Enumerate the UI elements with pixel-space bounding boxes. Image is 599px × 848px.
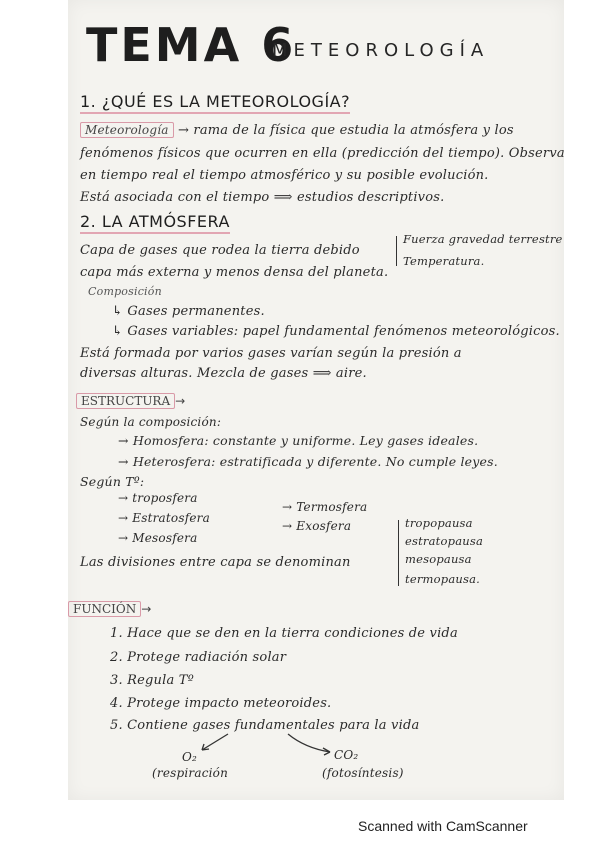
layer-estratosfera: → Estratosfera — [118, 511, 210, 525]
funcion-item-1: 1. Hace que se den en la tierra condiciones de vida — [110, 626, 458, 641]
o2-note: (respiración — [152, 766, 228, 780]
section-1-line-1 — [80, 122, 514, 138]
section-2-heading: 2. LA ATMÓSFERA — [80, 212, 230, 234]
funcion-item-2: 2. Protege radiación solar — [110, 650, 287, 665]
layer-termosfera: → Termosfera — [282, 500, 368, 514]
estructura-temperature: Según Tº: — [80, 474, 145, 489]
funcion-label-wrap: FUNCIÓN → — [68, 598, 151, 617]
composition-item-2: ↳ Gases variables: papel fundamental fenómenos meteorológicos. — [112, 324, 560, 339]
section-1-line-3: en tiempo real el tiempo atmosférico y su posible evolución. — [80, 168, 489, 183]
composition-label: Composición — [88, 285, 162, 298]
estructura-label: ESTRUCTURA — [76, 393, 175, 409]
arrow-right — [288, 734, 330, 752]
funcion-item-4: 4. Protege impacto meteoroides. — [110, 696, 332, 711]
page-subtitle: METEOROLOGÍA — [272, 40, 490, 61]
pausa-4: termopausa. — [405, 572, 480, 586]
pausa-2: estratopausa — [405, 534, 484, 548]
co2-label: CO₂ — [334, 748, 359, 762]
gas-arrows — [180, 728, 360, 758]
section-2-line-3: Está formada por varios gases varían según la presión a — [80, 346, 462, 361]
brace-item-2: Temperatura. — [403, 254, 485, 268]
homosfera: → Homosfera: constante y uniforme. Ley gases ideales. — [118, 433, 479, 448]
definition-text: → rama de la física que estudia la atmósfera y los — [177, 123, 514, 138]
page-title: TEMA 6 — [86, 18, 297, 72]
brace-item-1: Fuerza gravedad terrestre — [403, 232, 563, 246]
funcion-item-5: 5. Contiene gases fundamentales para la vida — [110, 718, 420, 733]
heterosfera: → Heterosfera: estratificada y diferente. No cumple leyes. — [118, 454, 498, 469]
o2-label: O₂ — [182, 750, 198, 764]
pausa-3: mesopausa — [405, 552, 472, 566]
meteorologia-label: Meteorología — [80, 122, 174, 138]
section-1-heading: 1. ¿QUÉ ES LA METEOROLOGÍA? — [80, 92, 350, 114]
layer-exosfera: → Exosfera — [282, 519, 352, 533]
divisions-text: Las divisiones entre capa se denominan — [80, 555, 351, 570]
section-2-line-1: Capa de gases que rodea la tierra debido — [80, 243, 360, 258]
section-2-line-4: diversas alturas. Mezcla de gases ⟹ aire. — [80, 366, 367, 381]
pausa-1: tropopausa — [405, 516, 473, 530]
layer-mesosfera: → Mesosfera — [118, 531, 198, 545]
section-2-line-2: capa más externa y menos densa del planeta. — [80, 265, 389, 280]
estructura-composition: Según la composición: — [80, 415, 222, 429]
composition-item-1: ↳ Gases permanentes. — [112, 304, 265, 319]
scanner-watermark: Scanned with CamScanner — [358, 818, 528, 834]
arrow-left — [202, 734, 228, 750]
co2-note: (fotosíntesis) — [322, 766, 404, 780]
pausa-brace — [398, 520, 399, 586]
section-1-line-4: Está asociada con el tiempo ⟹ estudios descriptivos. — [80, 190, 445, 205]
funcion-item-3: 3. Regula Tº — [110, 673, 194, 688]
estructura-label-wrap: ESTRUCTURA → — [76, 390, 185, 409]
layer-troposfera: → troposfera — [118, 491, 198, 505]
section-1-line-2: fenómenos físicos que ocurren en ella (predicción del tiempo). Observa — [80, 146, 565, 161]
funcion-label: FUNCIÓN — [68, 601, 141, 617]
brace — [396, 236, 397, 266]
